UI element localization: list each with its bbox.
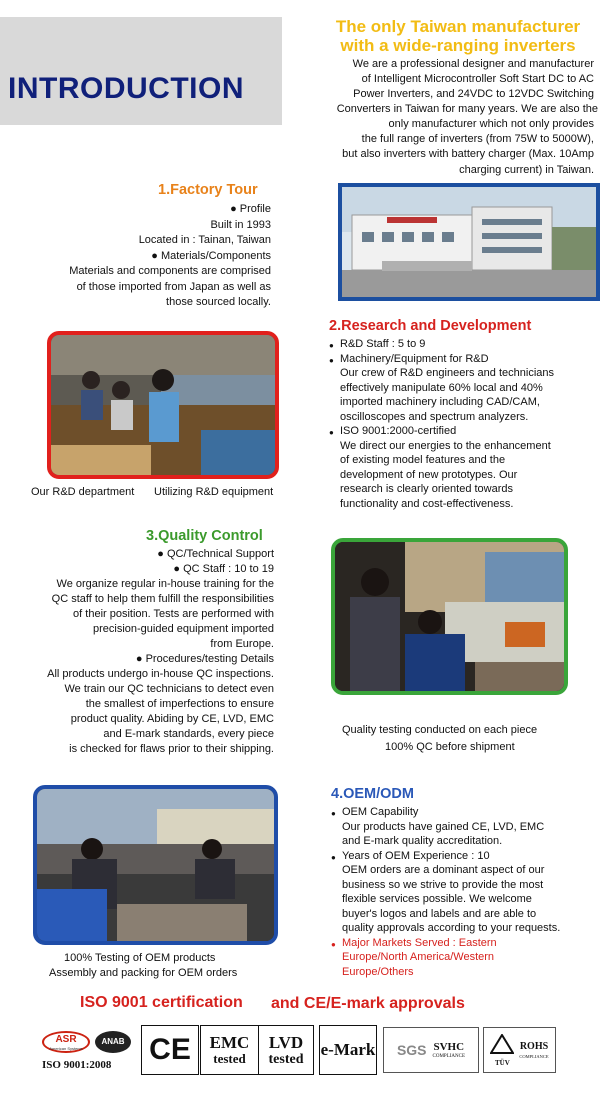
qc-line: ● QC Staff : 10 to 19	[173, 563, 274, 575]
about-paragraph	[274, 57, 598, 179]
qc-caption-1: Quality testing conducted on each piece	[342, 724, 538, 736]
headline-line2: with a wide-ranging inverters	[340, 36, 576, 55]
headline-line1: The only Taiwan manufacturer	[335, 17, 581, 36]
oem-item: ● Years of OEM Experience : 10	[331, 849, 603, 864]
qc-line: ● Procedures/testing Details	[135, 653, 274, 665]
qc-title: 3.Quality Control	[146, 528, 263, 544]
qc-text	[12, 547, 274, 757]
rnd-title: 2.Research and Development	[329, 318, 532, 334]
oem-item-body: Europe/North America/Western Europe/Others	[342, 951, 495, 978]
anab-logo: ANAB	[95, 1031, 131, 1053]
quality-testing-image	[335, 542, 564, 691]
about-line: of Intelligent Microcontroller Soft Start DC to AC	[361, 73, 594, 85]
asr-logo: ASR American Systems	[42, 1031, 90, 1053]
intro-banner	[0, 17, 282, 125]
iso-label: ISO 9001:2008	[42, 1059, 112, 1071]
emark-logo: e-Mark	[319, 1025, 377, 1075]
rnd-item-body: Our crew of R&D engineers and technicians effectively manipulate 60% local and 40% imported machinery including CAD/CAM, oscilloscopes and spectrum analyzers.	[340, 367, 554, 423]
about-line: only manufacturer which not only provides	[388, 118, 594, 130]
rnd-item: ● ISO 9001:2000-certified	[329, 424, 599, 439]
factory-line: ● Materials/Components	[151, 249, 271, 262]
qc-line: We train our QC technicians to detect even	[64, 683, 274, 695]
oem-item-body: OEM orders are a dominant aspect of our business so we strive to provide the most flexible services possible. We welcome buyer's logos and labels and are able to quality approvals according to your requests.	[342, 864, 561, 934]
about-line: the full range of inverters (from 75W to 5000W),	[361, 133, 594, 145]
rnd-photo	[47, 331, 279, 479]
rohs-logo: TÜV ROHS COMPLIANCE	[483, 1027, 556, 1073]
cert-title-1: ISO 9001 certification	[80, 994, 243, 1011]
about-line: Power Inverters, and 24VDC to 12VDC Switching	[353, 88, 594, 100]
qc-line: QC staff to help them fulfill the responsibilities	[51, 593, 274, 605]
qc-line: We organize regular in-house training for the	[56, 578, 274, 590]
cert-title-2: and CE/E-mark approvals	[271, 995, 465, 1012]
oem-title: 4.OEM/ODM	[331, 786, 414, 802]
factory-text	[20, 202, 271, 311]
iso-logo-group	[42, 1031, 135, 1075]
about-line: but also inverters with battery charger (Max. 10Amp	[342, 148, 594, 160]
factory-line: Located in : Tainan, Taiwan	[138, 234, 271, 246]
oem-item-body: Our products have gained CE, LVD, EMC and E-mark quality accreditation.	[342, 820, 545, 847]
factory-building-image	[342, 187, 596, 297]
factory-line: of those imported from Japan as well as	[76, 280, 271, 293]
qc-line: the smallest of imperfections to ensure	[85, 698, 274, 710]
rnd-caption-left: Our R&D department	[31, 486, 135, 498]
about-line: We are a professional designer and manufacturer	[352, 58, 594, 70]
factory-photo	[338, 183, 600, 301]
qc-line: ● QC/Technical Support	[157, 548, 274, 560]
oem-photo	[33, 785, 278, 945]
lvd-logo: LVD tested	[258, 1025, 314, 1075]
oem-text	[331, 805, 603, 979]
qc-line: of their position. Tests are performed with	[73, 608, 274, 620]
rnd-item: ● R&D Staff : 5 to 9	[329, 337, 599, 352]
emc-logo: EMC tested	[200, 1025, 259, 1075]
qc-line: and E-mark standards, every piece	[103, 728, 274, 740]
factory-line: Built in 1993	[210, 218, 271, 231]
factory-line: ● Profile	[230, 203, 271, 215]
oem-caption-1: 100% Testing of OEM products	[64, 952, 216, 964]
ce-logo: CE	[141, 1025, 199, 1075]
rnd-department-image	[51, 335, 275, 475]
qc-line: All products undergo in-house QC inspections.	[47, 668, 274, 680]
svhc-logo: SGS SVHC COMPLIANCE	[383, 1027, 479, 1073]
qc-photo	[331, 538, 568, 695]
rnd-caption-right: Utilizing R&D equipment	[154, 486, 274, 498]
factory-title: 1.Factory Tour	[158, 182, 258, 198]
rnd-text	[329, 337, 599, 511]
factory-line: Materials and components are comprised	[69, 265, 271, 277]
qc-line: is checked for flaws prior to their shipping.	[69, 743, 274, 755]
headline	[318, 17, 598, 55]
rnd-item-body: We direct our energies to the enhancement of existing model features and the development of new prototypes. Our research is clearly oriented towards functionality and cost-effectiveness.	[340, 439, 551, 510]
about-line: Converters in Taiwan for many years. We are also the	[336, 103, 598, 115]
qc-line: product quality. Abiding by CE, LVD, EMC	[70, 713, 274, 725]
about-line: charging current) in Taiwan.	[459, 164, 594, 176]
oem-caption-2: Assembly and packing for OEM orders	[49, 967, 238, 979]
oem-item-markets: ● Major Markets Served : Eastern	[331, 936, 603, 951]
qc-line: from Europe.	[210, 638, 274, 650]
page-title: INTRODUCTION	[8, 72, 244, 105]
qc-line: precision-guided equipment imported	[93, 623, 274, 635]
rnd-item: ● Machinery/Equipment for R&D	[329, 352, 599, 367]
oem-testing-image	[37, 789, 274, 941]
tuv-triangle-icon	[490, 1034, 514, 1054]
qc-caption-2: 100% QC before shipment	[385, 741, 515, 753]
factory-line: those sourced locally.	[166, 296, 271, 308]
oem-item: ● OEM Capability	[331, 805, 603, 820]
